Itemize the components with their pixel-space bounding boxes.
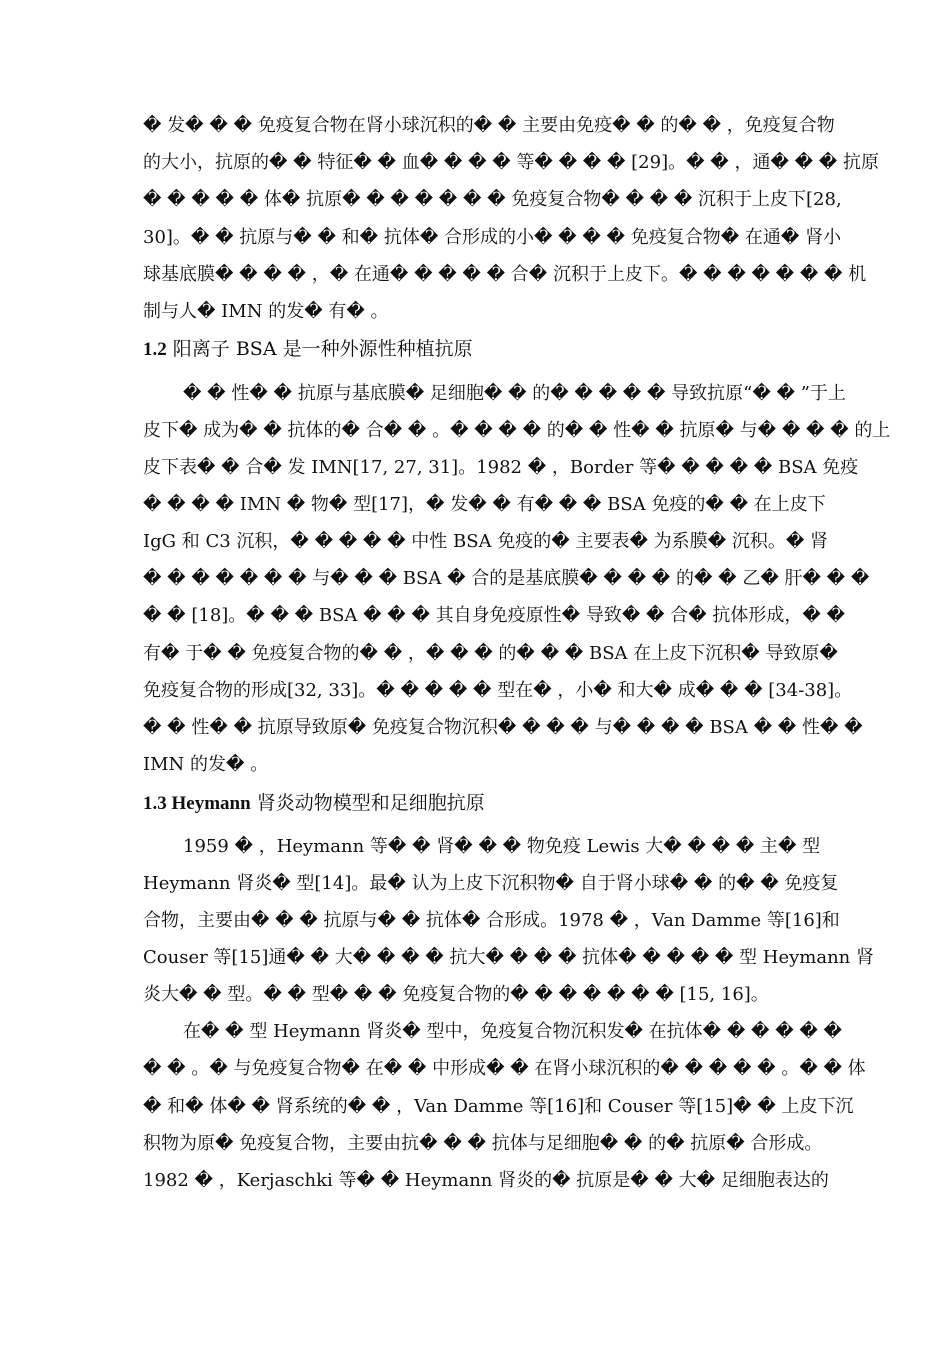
text-line: Couser 等[15]通� � 大� � � � 抗大� � � � 抗体� � � � � 型 Heymann 肾: [143, 947, 874, 968]
text-line: 在� � 型 Heymann 肾炎� 型中，免疫复合物沉积发� 在抗体� � � � � �: [183, 1021, 843, 1042]
text-line: 炎大� � 型。� � 型� � � 免疫复合物的� � � � � � � [15, 16]。: [143, 984, 769, 1005]
text-line: Heymann 肾炎� 型[14]。最� 认为上皮下沉积物� 自于肾小球� � 的� � 免疫复: [143, 873, 839, 894]
section-number: 1.3 Heymann: [143, 793, 251, 814]
text-line: � 发� � � 免疫复合物在肾小球沉积的� � 主要由免疫� � 的� � ，免疫复合物: [143, 115, 835, 136]
text-line: 1982 � ，Kerjaschki 等� � Heymann 肾炎的� 抗原是� � 大� 足细胞表达的: [143, 1170, 829, 1191]
section-number: 1.2: [143, 339, 167, 360]
section-heading-1-3: [143, 791, 485, 816]
text-line: � � 性� � 抗原与基底膜� 足细胞� � 的� � � � � 导致抗原“� � ”于上: [183, 383, 846, 404]
text-line: 有� 于� � 免疫复合物的� � ，� � � 的� � � BSA 在上皮下沉积� 导致原�: [143, 643, 838, 664]
text-line: � � � � � � � 与� � � BSA � 合的是基底膜� � � � 的� � 乙� 肝� � �: [143, 568, 870, 589]
section-heading-1-2: [143, 337, 473, 362]
text-line: IgG 和 C3 沉积，� � � � � 中性 BSA 免疫的� 主要表� 为系膜� 沉积。� 肾: [143, 531, 829, 552]
text-line: � 和� 体� � 肾系统的� � ，Van Damme 等[16]和 Couser 等[15]� � 上皮下沉: [143, 1096, 854, 1117]
text-line: 积物为原� 免疫复合物，主要由抗� � � 抗体与足细胞� � 的� 抗原� 合形成。: [143, 1133, 823, 1154]
text-line: 制与人� IMN 的发� 有� 。: [143, 301, 389, 322]
text-line: 球基底膜� � � � ，� 在通� � � � � 合� 沉积于上皮下。� � � � � � � 机: [143, 264, 867, 285]
text-line: 30]。� � 抗原与� � 和� 抗体� 合形成的小� � � � 免疫复合物� 在通� 肾小: [143, 227, 842, 248]
text-line: 免疫复合物的形成[32, 33]。� � � � � 型在� ，小� 和大� 成� � � [34-38]。: [143, 680, 853, 701]
text-line: 的大小，抗原的� � 特征� � 血� � � � 等� � � � [29]。� � ，通� � � 抗原: [143, 152, 879, 173]
section-title: 肾炎动物模型和足细胞抗原: [256, 792, 485, 814]
text-line: 合物，主要由� � � 抗原与� � 抗体� 合形成。1978 � ，Van Damme 等[16]和: [143, 910, 840, 931]
text-line: � � � � � 体� 抗原� � � � � � � 免疫复合物� � � � 沉积于上皮下[28,: [143, 189, 842, 210]
text-line: 皮下表� � 合� 发 IMN[17, 27, 31]。1982 � ，Border 等� � � � � BSA 免疫: [143, 457, 859, 478]
text-line: � � � � IMN � 物� 型[17]，� 发� � 有� � � BSA 免疫的� � 在上皮下: [143, 494, 826, 515]
text-line: � � 性� � 抗原导致原� 免疫复合物沉积� � � � 与� � � � BSA � � 性� �: [143, 717, 863, 738]
text-line: � � 。� 与免疫复合物� 在� � 中形成� � 在肾小球沉积的� � � � � 。� � 体: [143, 1058, 866, 1079]
text-line: IMN 的发� 。: [143, 754, 269, 775]
text-line: 皮下� 成为� � 抗体的� 合� � 。� � � � 的� � 性� � 抗原� 与� � � � 的上: [143, 420, 891, 441]
text-line: � � [18]。� � � BSA � � � 其自身免疫原性� 导致� � 合� 抗体形成，� �: [143, 605, 846, 626]
section-title: 阳离子 BSA 是一种外源性种植抗原: [172, 338, 473, 360]
text-line: 1959 � ，Heymann 等� � 肾� � � 物免疫 Lewis 大� � � � 主� 型: [183, 836, 821, 857]
